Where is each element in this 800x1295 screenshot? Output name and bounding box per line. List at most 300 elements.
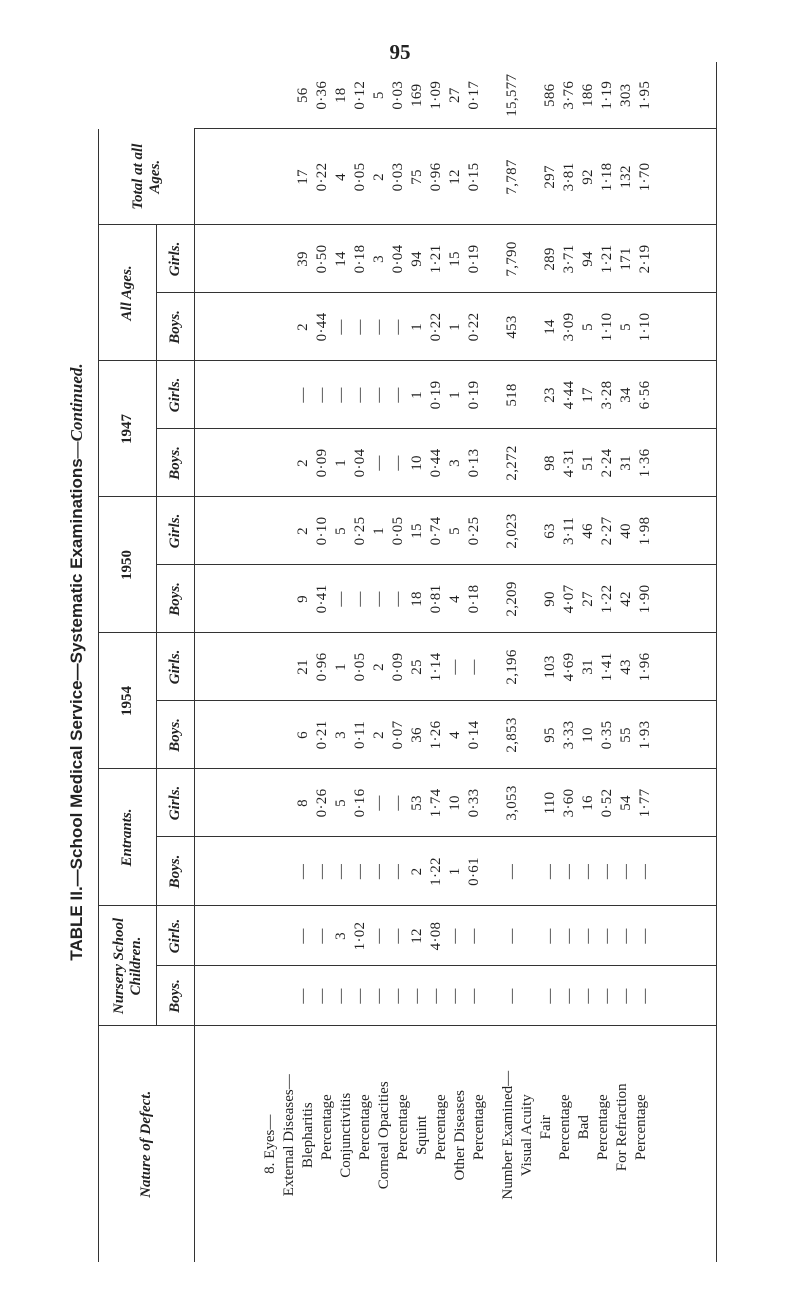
cell-value: — — [352, 591, 368, 607]
cell-value: — — [599, 863, 615, 880]
cell-value: — — [409, 988, 425, 1004]
cell-value: 15 — [409, 523, 425, 539]
cell-value: 0·03 — [390, 162, 406, 192]
cell-value: 0·05 — [390, 516, 406, 546]
cell-value: 1 — [447, 391, 463, 399]
cell-value: — — [333, 319, 349, 335]
cell-value: 1 — [409, 391, 425, 399]
defect-label: Percentage — [632, 1094, 649, 1161]
cell-value: 0·33 — [466, 788, 482, 818]
cell-value: 3·09 — [561, 312, 577, 342]
cell-value: 110 — [542, 791, 558, 815]
defect-label: Bad — [575, 1115, 592, 1140]
cell-value: — — [371, 455, 387, 471]
cell-value: 1·26 — [428, 720, 444, 750]
defect-label: Blepharitis — [299, 1102, 316, 1169]
cell-value: 1·41 — [599, 652, 615, 682]
cell-value: 1·18 — [599, 162, 615, 192]
cell-value: — — [352, 387, 368, 403]
cell-value: 14 — [542, 319, 558, 335]
cell-value: 0·18 — [352, 244, 368, 274]
cell-value: 1·70 — [637, 162, 653, 192]
group-header-all-ages: All Ages. — [99, 225, 157, 361]
cell-value: 0·05 — [352, 162, 368, 192]
cell-value: 53 — [409, 795, 425, 811]
group-header-entrants: Entrants. — [99, 769, 157, 906]
cell-value: — — [447, 988, 463, 1004]
body-row — [195, 62, 717, 1262]
cell-value: — — [542, 928, 558, 944]
cell-value: — — [314, 988, 330, 1004]
page-number: 95 — [389, 40, 411, 64]
cell-value: — — [352, 319, 368, 335]
cell-value: — — [333, 591, 349, 607]
cell-value: 132 — [618, 165, 634, 189]
cell-value: 3·71 — [561, 244, 577, 274]
cell-value: 0·44 — [314, 312, 330, 342]
cell-value: — — [542, 863, 558, 880]
cell-value: — — [466, 928, 482, 944]
defect-label: Other Diseases — [451, 1090, 468, 1181]
cell-value: 25 — [409, 659, 425, 675]
cell-value: 1·90 — [637, 584, 653, 614]
cell-value: — — [333, 863, 349, 880]
cell-value: 4·08 — [428, 921, 444, 951]
group-header-nursery: Nursery School Children. — [99, 906, 157, 1026]
header-row-groups — [99, 62, 157, 1262]
cell-value: 12 — [409, 928, 425, 944]
defect-label: Number Examined— — [499, 1070, 516, 1200]
values-column — [195, 361, 717, 429]
cell-value: 40 — [618, 523, 634, 539]
cell-value: 6 — [295, 731, 311, 739]
cell-value: 0·09 — [390, 652, 406, 682]
values-column — [195, 701, 717, 769]
cell-value: — — [390, 795, 406, 811]
cell-value: 63 — [542, 523, 558, 539]
cell-value: 0·96 — [428, 162, 444, 192]
cell-value: 1·36 — [637, 448, 653, 478]
table-caption: TABLE II.—School Medical Service—Systematic Examinations—Continued. — [67, 363, 86, 961]
cell-value: 51 — [580, 455, 596, 471]
cell-value: 0·50 — [314, 244, 330, 274]
cell-value: — — [447, 928, 463, 944]
cell-value: 1·21 — [599, 244, 615, 274]
defect-label: Corneal Opacities — [375, 1081, 392, 1190]
values-column — [195, 225, 717, 293]
cell-value: 453 — [504, 315, 520, 339]
cell-value: — — [580, 988, 596, 1004]
cell-value: 46 — [580, 523, 596, 539]
cell-value: 5 — [618, 323, 634, 331]
cell-value: 0·35 — [599, 720, 615, 750]
rotated-table-sheet — [62, 62, 717, 1262]
cell-value: 10 — [447, 795, 463, 811]
defect-label: Percentage — [356, 1094, 373, 1161]
group-header-1947: 1947 — [99, 361, 157, 497]
cell-value: — — [504, 928, 520, 944]
cell-value: — — [637, 863, 653, 880]
cell-value: 2 — [409, 867, 425, 876]
cell-value: 0·22 — [428, 312, 444, 342]
cell-value: 17 — [295, 169, 311, 185]
defect-labels — [195, 1026, 717, 1262]
cell-value: — — [333, 988, 349, 1004]
cell-value: 0·61 — [466, 857, 482, 886]
cell-value: — — [333, 387, 349, 403]
cell-value: — — [428, 988, 444, 1004]
values-column — [195, 62, 717, 129]
cell-value: 98 — [542, 455, 558, 471]
cell-value: — — [295, 988, 311, 1004]
cell-value: 2 — [295, 323, 311, 331]
cell-value: — — [390, 387, 406, 403]
cell-value: 94 — [409, 251, 425, 267]
cell-value: 10 — [409, 455, 425, 471]
cell-value: 4·44 — [561, 380, 577, 410]
cell-value: 289 — [542, 247, 558, 271]
girls-header: Girls. — [157, 497, 195, 565]
values-column — [195, 906, 717, 966]
cell-value: 5 — [333, 799, 349, 807]
cell-value: 0·17 — [465, 80, 482, 110]
cell-value: 0·25 — [466, 516, 482, 546]
defect-label: Percentage — [556, 1094, 573, 1161]
cell-value: 43 — [618, 659, 634, 675]
cell-value: 0·41 — [314, 584, 330, 614]
cell-value: — — [561, 863, 577, 880]
defect-label: Percentage — [318, 1094, 335, 1161]
defect-label: Squint — [413, 1115, 430, 1155]
cell-value: 3,053 — [504, 785, 520, 821]
cell-value: 0·81 — [428, 584, 444, 614]
cell-value: — — [390, 988, 406, 1004]
cell-value: 0·16 — [352, 788, 368, 818]
cell-value: 4 — [447, 595, 463, 603]
values-column — [195, 633, 717, 701]
total-all-ages-header: Total at all Ages. — [99, 129, 195, 225]
cell-value: 18 — [332, 87, 349, 104]
caption-continued: —Continued. — [67, 363, 86, 459]
cell-value: 94 — [580, 251, 596, 267]
cell-value: — — [314, 928, 330, 944]
cell-value: 0·18 — [466, 584, 482, 614]
cell-value: 56 — [294, 87, 311, 104]
cell-value: 2,196 — [504, 649, 520, 685]
cell-value: 169 — [408, 83, 425, 107]
cell-value: 1·09 — [427, 80, 444, 110]
cell-value: 1·19 — [598, 80, 615, 110]
cell-value: — — [371, 928, 387, 944]
eyes-defects-table — [98, 62, 717, 1262]
cell-value: 1·98 — [637, 516, 653, 546]
cell-value: 0·09 — [314, 448, 330, 478]
cell-value: 5 — [333, 527, 349, 535]
cell-value: 3·81 — [561, 162, 577, 192]
cell-value: 0·04 — [352, 448, 368, 478]
values-column — [195, 293, 717, 361]
cell-value: 8 — [295, 799, 311, 807]
caption-prefix: TABLE II. — [67, 886, 86, 961]
cell-value: 0·05 — [352, 652, 368, 682]
cell-value: 23 — [542, 387, 558, 403]
cell-value: 2,853 — [504, 717, 520, 753]
cell-value: 3·11 — [561, 516, 577, 546]
cell-value: — — [352, 988, 368, 1004]
cell-value: 1 — [333, 663, 349, 671]
cell-value: — — [390, 863, 406, 880]
defect-label: Percentage — [594, 1094, 611, 1161]
cell-value: 34 — [618, 387, 634, 403]
cell-value: 0·03 — [389, 80, 406, 110]
defect-label: Percentage — [394, 1094, 411, 1161]
cell-value: 92 — [580, 169, 596, 185]
cell-value: 1·95 — [636, 80, 653, 110]
cell-value: — — [542, 988, 558, 1004]
cell-value: — — [599, 928, 615, 944]
cell-value: 0·22 — [466, 312, 482, 342]
cell-value: 1 — [447, 867, 463, 876]
cell-value: — — [371, 988, 387, 1004]
cell-value: 0·25 — [352, 516, 368, 546]
cell-value: 171 — [618, 247, 634, 271]
cell-value: 0·04 — [390, 244, 406, 274]
group-header-1954: 1954 — [99, 633, 157, 769]
defect-label: Visual Acuity — [518, 1094, 535, 1177]
cell-value: 4·07 — [561, 584, 577, 614]
nature-of-defect-header: Nature of Defect. — [99, 1026, 195, 1262]
cell-value: 15 — [447, 251, 463, 267]
boys-header: Boys. — [157, 701, 195, 769]
cell-value: 7,790 — [504, 241, 520, 277]
cell-value: — — [371, 863, 387, 880]
cell-value: 2 — [371, 663, 387, 671]
cell-value: 1·21 — [428, 244, 444, 274]
cell-value: 2·27 — [599, 516, 615, 546]
cell-value: 2·24 — [599, 448, 615, 478]
cell-value: 90 — [542, 591, 558, 607]
cell-value: 4 — [447, 731, 463, 739]
cell-value: — — [580, 928, 596, 944]
cell-value: 0·52 — [599, 788, 615, 818]
boys-header: Boys. — [157, 966, 195, 1026]
group-header-1950: 1950 — [99, 497, 157, 633]
cell-value: — — [580, 863, 596, 880]
cell-value: — — [371, 795, 387, 811]
cell-value: — — [390, 455, 406, 471]
cell-value: 0·19 — [466, 244, 482, 274]
section-title: 8. Eyes— — [261, 1114, 278, 1174]
cell-value: 1·22 — [599, 584, 615, 614]
cell-value: 3 — [371, 255, 387, 263]
cell-value: 15,577 — [503, 73, 520, 117]
cell-value: — — [637, 928, 653, 944]
cell-value: 0·44 — [428, 448, 444, 478]
cell-value: 1 — [333, 459, 349, 467]
cell-value: 0·15 — [466, 162, 482, 192]
cell-value: — — [561, 928, 577, 944]
cell-value: — — [466, 659, 482, 675]
cell-value: 0·14 — [466, 720, 482, 750]
cell-value: 42 — [618, 591, 634, 607]
cell-value: 7,787 — [504, 159, 520, 195]
cell-value: 75 — [409, 169, 425, 185]
cell-value: 14 — [333, 251, 349, 267]
cell-value: 5 — [447, 527, 463, 535]
cell-value: 0·26 — [314, 788, 330, 818]
cell-value: 1·10 — [599, 312, 615, 342]
cell-value: 54 — [618, 795, 634, 811]
cell-value: 1·02 — [352, 921, 368, 951]
caption-title: School Medical Service—Systematic Examinations — [67, 458, 86, 870]
cell-value: 27 — [580, 591, 596, 607]
values-column — [195, 429, 717, 497]
values-column — [195, 966, 717, 1026]
cell-value: 27 — [446, 87, 463, 104]
cell-value: 6·56 — [637, 380, 653, 410]
cell-value: — — [618, 988, 634, 1004]
cell-value: 16 — [580, 795, 596, 811]
cell-value: 9 — [295, 595, 311, 603]
cell-value: — — [371, 591, 387, 607]
cell-value: — — [295, 387, 311, 403]
cell-value: 0·96 — [314, 652, 330, 682]
defect-label: Percentage — [432, 1094, 449, 1161]
cell-value: 1 — [447, 323, 463, 331]
cell-value: 1·14 — [428, 652, 444, 682]
cell-value: 0·11 — [352, 720, 368, 750]
cell-value: 2 — [371, 731, 387, 739]
cell-value: 3·33 — [561, 720, 577, 750]
cell-value: — — [637, 988, 653, 1004]
cell-value: 518 — [504, 383, 520, 407]
cell-value: 1·10 — [637, 312, 653, 342]
cell-value: 0·36 — [313, 80, 330, 110]
cell-value: — — [295, 863, 311, 880]
girls-header: Girls. — [157, 906, 195, 966]
cell-value: — — [390, 591, 406, 607]
cell-value: 586 — [541, 83, 558, 107]
girls-header: Girls. — [157, 633, 195, 701]
cell-value: 0·12 — [351, 80, 368, 110]
cell-value: 10 — [580, 727, 596, 743]
girls-header: Girls. — [157, 361, 195, 429]
cell-value: 3·60 — [561, 788, 577, 818]
cell-value: — — [504, 863, 520, 880]
cell-value: 0·22 — [314, 162, 330, 192]
cell-value: 95 — [542, 727, 558, 743]
girls-header: Girls. — [157, 225, 195, 293]
boys-header: Boys. — [157, 837, 195, 906]
cell-value: — — [466, 988, 482, 1004]
cell-value: — — [504, 988, 520, 1004]
cell-value: — — [371, 319, 387, 335]
cell-value: — — [390, 319, 406, 335]
cell-value: 17 — [580, 387, 596, 403]
cell-value: — — [618, 928, 634, 944]
defect-label: Fair — [537, 1115, 554, 1140]
cell-value: 1·93 — [637, 720, 653, 750]
cell-value: 2,209 — [504, 581, 520, 617]
cell-value: 0·07 — [390, 720, 406, 750]
cell-value: — — [561, 988, 577, 1004]
cell-value: — — [390, 928, 406, 944]
cell-value: 39 — [295, 251, 311, 267]
cell-value: 2,023 — [504, 513, 520, 549]
cell-value: — — [295, 928, 311, 944]
cell-value: 1·74 — [428, 788, 444, 818]
cell-value: 0·19 — [466, 380, 482, 410]
cell-value: 2·19 — [637, 244, 653, 274]
cell-value: 0·74 — [428, 516, 444, 546]
cell-value: 4·31 — [561, 448, 577, 478]
cell-value: 1 — [409, 323, 425, 331]
cell-value: 2 — [295, 459, 311, 467]
cell-value: 0·13 — [466, 448, 482, 478]
cell-value: — — [618, 863, 634, 880]
cell-value: 31 — [580, 659, 596, 675]
cell-value: 18 — [409, 591, 425, 607]
cell-value: 1 — [371, 527, 387, 535]
cell-value: — — [314, 863, 330, 880]
values-column — [195, 565, 717, 633]
cell-value: 186 — [579, 83, 596, 107]
values-column — [195, 769, 717, 837]
cell-value: — — [371, 387, 387, 403]
cell-value: 0·21 — [314, 720, 330, 750]
cell-value: — — [314, 387, 330, 403]
boys-header: Boys. — [157, 429, 195, 497]
boys-header: Boys. — [157, 565, 195, 633]
cell-value: 1·22 — [428, 857, 444, 886]
cell-value: 2,272 — [504, 445, 520, 481]
cell-value: 4·69 — [561, 652, 577, 682]
cell-value: 0·10 — [314, 516, 330, 546]
cell-value: — — [352, 863, 368, 880]
values-column — [195, 129, 717, 225]
cell-value: 4 — [333, 173, 349, 181]
cell-value: — — [447, 659, 463, 675]
cell-value: 297 — [542, 165, 558, 189]
cell-value: 55 — [618, 727, 634, 743]
cell-value: 3·28 — [599, 380, 615, 410]
cell-value: 3 — [447, 459, 463, 467]
boys-header: Boys. — [157, 293, 195, 361]
cell-value: 103 — [542, 655, 558, 679]
cell-value: — — [599, 988, 615, 1004]
cell-value: 3 — [333, 932, 349, 940]
cell-value: 2 — [371, 173, 387, 181]
block1-title: External Diseases— — [280, 1074, 297, 1197]
girls-header: Girls. — [157, 769, 195, 837]
cell-value: 21 — [295, 659, 311, 675]
cell-value: 303 — [617, 83, 634, 107]
cell-value: 0·19 — [428, 380, 444, 410]
cell-value: 5 — [370, 91, 387, 100]
cell-value: 31 — [618, 455, 634, 471]
cell-value: 3·76 — [560, 80, 577, 110]
cell-value: 3 — [333, 731, 349, 739]
values-column — [195, 837, 717, 906]
cell-value: 1·77 — [637, 788, 653, 818]
defect-label: Conjunctivitis — [337, 1092, 354, 1178]
cell-value: 12 — [447, 169, 463, 185]
cell-value: 36 — [409, 727, 425, 743]
cell-value: 2 — [295, 527, 311, 535]
cell-value: 1·96 — [637, 652, 653, 682]
cell-value: 5 — [580, 323, 596, 331]
values-column — [195, 497, 717, 565]
